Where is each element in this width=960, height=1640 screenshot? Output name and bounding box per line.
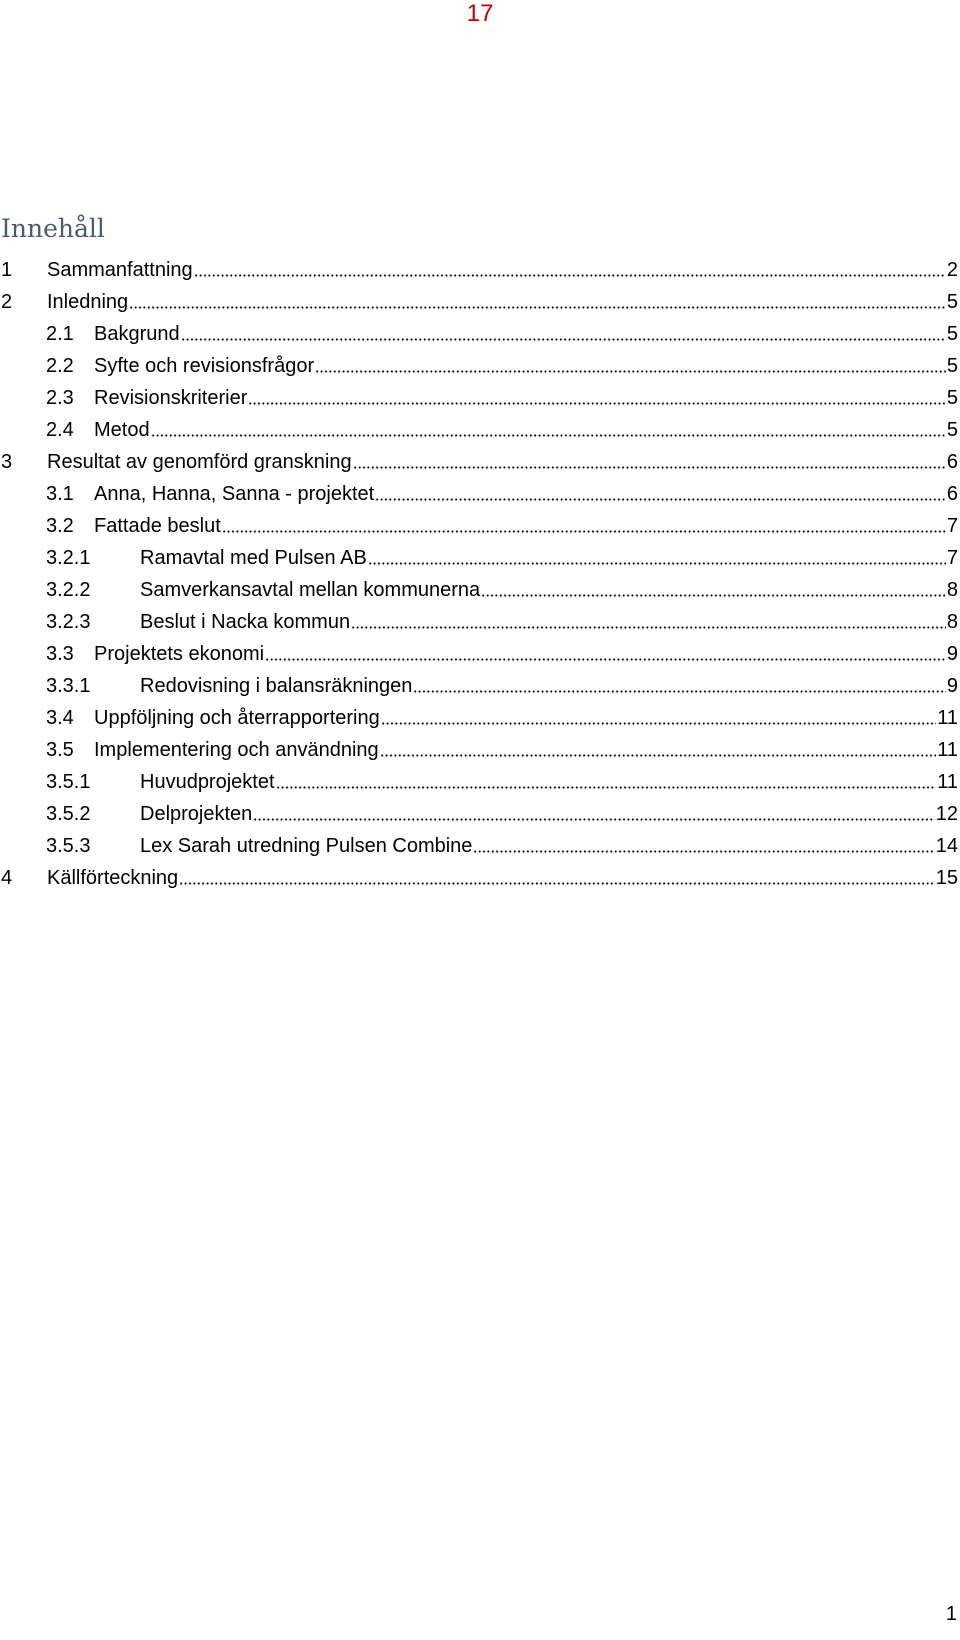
toc-entry-title[interactable]: Fattade beslut (94, 515, 221, 537)
toc-entry-title[interactable]: Lex Sarah utredning Pulsen Combine (140, 835, 473, 857)
toc-entry-page[interactable]: 5 (946, 419, 958, 441)
toc-entry-title[interactable]: Beslut i Nacka kommun (140, 611, 351, 633)
toc-dot-leader (129, 306, 946, 309)
toc-entry-number: 3.3 (46, 643, 74, 665)
toc-entry-page[interactable]: 6 (946, 451, 958, 473)
toc-entry[interactable] (0, 634, 958, 666)
toc-entry-title[interactable]: Syfte och revisionsfrågor (94, 355, 315, 377)
toc-entry[interactable] (0, 250, 958, 282)
toc-entry[interactable] (0, 378, 958, 410)
toc-entry-number: 4 (1, 867, 13, 889)
toc-dot-leader (315, 370, 946, 373)
toc-entry-title[interactable]: Redovisning i balansräkningen (140, 675, 413, 697)
table-of-contents (0, 250, 958, 890)
toc-entry-page[interactable]: 11 (937, 707, 958, 729)
toc-entry-page[interactable]: 12 (935, 803, 958, 825)
toc-entry-page[interactable]: 2 (946, 259, 958, 281)
toc-entry-page[interactable]: 5 (946, 291, 958, 313)
toc-dot-leader (151, 434, 946, 437)
toc-entry-number: 3.5.1 (46, 771, 91, 793)
toc-entry[interactable] (0, 442, 958, 474)
header-page-number: 17 (466, 0, 494, 27)
toc-entry-page[interactable]: 9 (946, 643, 958, 665)
toc-entry[interactable] (0, 506, 958, 538)
toc-entry[interactable] (0, 314, 958, 346)
toc-dot-leader (473, 850, 934, 853)
toc-dot-leader (375, 498, 946, 501)
toc-entry-number: 3.1 (46, 483, 74, 505)
toc-dot-leader (351, 626, 946, 629)
toc-entry-page[interactable]: 8 (946, 611, 958, 633)
toc-dot-leader (248, 402, 946, 405)
toc-entry-number: 2.1 (46, 323, 74, 345)
toc-entry-number: 3.4 (46, 707, 74, 729)
toc-entry[interactable] (0, 666, 958, 698)
toc-entry-page[interactable]: 5 (946, 323, 958, 345)
toc-entry-title[interactable]: Revisionskriterier (94, 387, 248, 409)
toc-entry[interactable] (0, 730, 958, 762)
toc-entry-title[interactable]: Bakgrund (94, 323, 180, 345)
toc-entry[interactable] (0, 858, 958, 890)
toc-dot-leader (179, 882, 935, 885)
footer-page-number: 1 (945, 1603, 957, 1625)
toc-entry-page[interactable]: 5 (946, 355, 958, 377)
toc-entry-title[interactable]: Projektets ekonomi (94, 643, 265, 665)
toc-entry[interactable] (0, 698, 958, 730)
toc-entry-page[interactable]: 8 (946, 579, 958, 601)
toc-entry[interactable] (0, 826, 958, 858)
toc-entry[interactable] (0, 346, 958, 378)
toc-entry-page[interactable]: 9 (946, 675, 958, 697)
toc-entry[interactable] (0, 538, 958, 570)
toc-dot-leader (368, 562, 946, 565)
toc-entry-page[interactable]: 15 (935, 867, 958, 889)
toc-entry-page[interactable]: 11 (937, 739, 958, 761)
toc-entry-title[interactable]: Anna, Hanna, Sanna - projektet (94, 483, 375, 505)
toc-entry-page[interactable]: 11 (937, 771, 958, 793)
toc-entry-page[interactable]: 6 (946, 483, 958, 505)
toc-heading: Innehåll (1, 214, 105, 243)
toc-entry-title[interactable]: Resultat av genomförd granskning (47, 451, 352, 473)
toc-entry-number: 1 (1, 259, 13, 281)
toc-dot-leader (181, 338, 946, 341)
toc-entry-number: 3.5.2 (46, 803, 91, 825)
toc-entry[interactable] (0, 410, 958, 442)
toc-dot-leader (222, 530, 946, 533)
toc-entry[interactable] (0, 474, 958, 506)
toc-entry-number: 3.2.1 (46, 547, 91, 569)
toc-entry[interactable] (0, 602, 958, 634)
toc-entry-title[interactable]: Samverkansavtal mellan kommunerna (140, 579, 481, 601)
toc-entry[interactable] (0, 282, 958, 314)
toc-entry[interactable] (0, 570, 958, 602)
toc-entry-title[interactable]: Delprojekten (140, 803, 253, 825)
toc-entry-number: 3.5.3 (46, 835, 91, 857)
toc-entry[interactable] (0, 762, 958, 794)
toc-entry-title[interactable]: Implementering och användning (94, 739, 379, 761)
toc-entry-title[interactable]: Metod (94, 419, 150, 441)
toc-entry-number: 2.3 (46, 387, 74, 409)
toc-entry-number: 2.4 (46, 419, 74, 441)
toc-entry-title[interactable]: Sammanfattning (47, 259, 193, 281)
toc-dot-leader (481, 594, 946, 597)
toc-dot-leader (253, 818, 934, 821)
toc-dot-leader (194, 274, 946, 277)
toc-entry-number: 3.2 (46, 515, 74, 537)
toc-dot-leader (276, 786, 937, 789)
toc-entry-number: 2.2 (46, 355, 74, 377)
toc-dot-leader (265, 658, 946, 661)
toc-entry-page[interactable]: 14 (935, 835, 958, 857)
toc-entry-title[interactable]: Huvudprojektet (140, 771, 275, 793)
toc-entry-page[interactable]: 7 (946, 515, 958, 537)
toc-entry-number: 3 (1, 451, 13, 473)
toc-dot-leader (380, 754, 937, 757)
toc-entry-number: 3.3.1 (46, 675, 91, 697)
toc-dot-leader (353, 466, 946, 469)
toc-entry-number: 3.2.2 (46, 579, 91, 601)
toc-entry-title[interactable]: Källförteckning (47, 867, 179, 889)
toc-dot-leader (381, 722, 937, 725)
toc-entry-number: 2 (1, 291, 13, 313)
toc-entry[interactable] (0, 794, 958, 826)
toc-entry-title[interactable]: Inledning (47, 291, 129, 313)
toc-dot-leader (413, 690, 945, 693)
toc-entry-title[interactable]: Uppföljning och återrapportering (94, 707, 380, 729)
toc-entry-number: 3.5 (46, 739, 74, 761)
toc-entry-page[interactable]: 5 (946, 387, 958, 409)
toc-entry-title[interactable]: Ramavtal med Pulsen AB (140, 547, 367, 569)
toc-entry-page[interactable]: 7 (946, 547, 958, 569)
toc-entry-number: 3.2.3 (46, 611, 91, 633)
